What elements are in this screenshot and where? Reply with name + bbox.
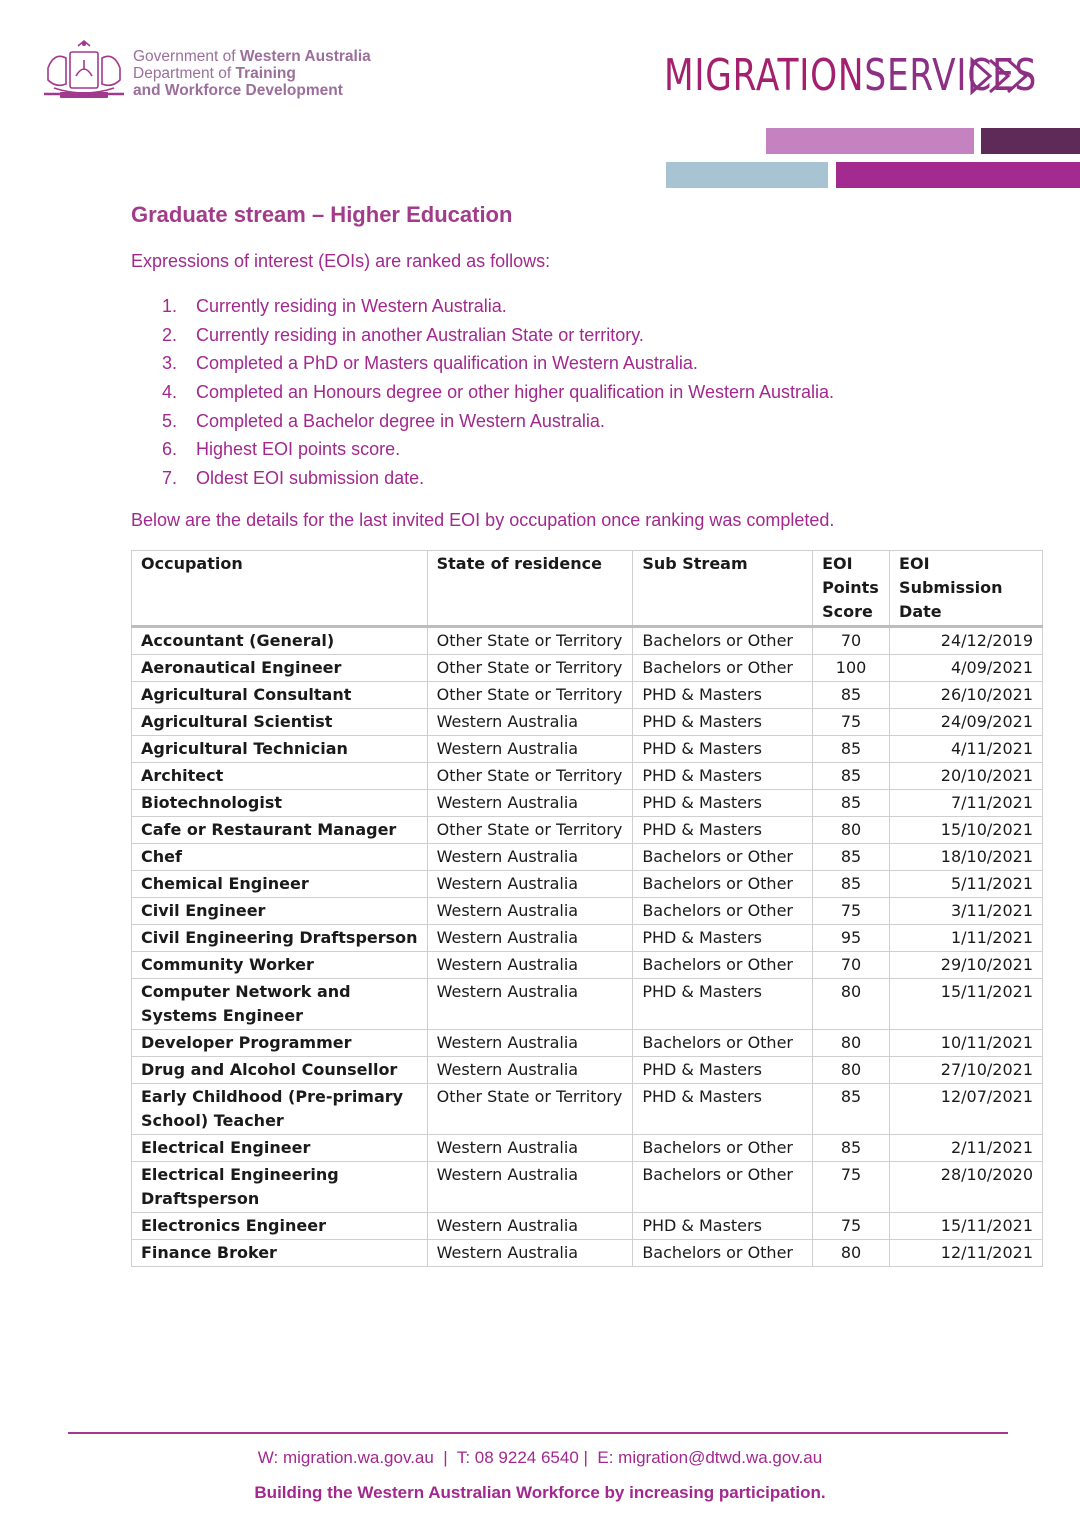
cell-sub-stream: PHD & Masters [633, 1213, 813, 1240]
cell-state: Western Australia [427, 1240, 633, 1267]
government-text [133, 48, 371, 99]
decor-bar-dark-purple [981, 128, 1080, 154]
cell-state: Other State or Territory [427, 655, 633, 682]
gov-line1-b: Western Australia [239, 48, 371, 65]
list-number: 5. [162, 410, 178, 431]
cell-sub-stream: Bachelors or Other [633, 898, 813, 925]
table-row [132, 844, 1043, 871]
cell-submission-date: 15/10/2021 [890, 817, 1043, 844]
cell-state: Western Australia [427, 709, 633, 736]
list-item [162, 292, 834, 321]
gov-line1-a: Government of [133, 48, 240, 65]
cell-points-score: 75 [813, 709, 890, 736]
ranking-criteria-list [162, 292, 834, 493]
gov-line2-b: Training [235, 65, 296, 82]
cell-occupation: Early Childhood (Pre-primary School) Teacher [132, 1084, 428, 1135]
table-row [132, 1057, 1043, 1084]
cell-sub-stream: PHD & Masters [633, 817, 813, 844]
cell-occupation: Electrical Engineering Draftsperson [132, 1162, 428, 1213]
cell-points-score: 85 [813, 1084, 890, 1135]
table-row [132, 736, 1043, 763]
cell-submission-date: 24/09/2021 [890, 709, 1043, 736]
list-number: 7. [162, 468, 178, 489]
list-number: 1. [162, 296, 178, 316]
cell-submission-date: 24/12/2019 [890, 627, 1043, 655]
cell-points-score: 95 [813, 925, 890, 952]
list-item [162, 321, 834, 350]
cell-state: Western Australia [427, 1030, 633, 1057]
cell-occupation: Agricultural Technician [132, 736, 428, 763]
header-sub-stream: Sub Stream [633, 551, 813, 627]
government-logo [40, 38, 400, 108]
cell-state: Western Australia [427, 1057, 633, 1084]
decor-bar-light-purple [766, 128, 974, 154]
cell-sub-stream: Bachelors or Other [633, 1162, 813, 1213]
cell-submission-date: 4/11/2021 [890, 736, 1043, 763]
cell-occupation: Civil Engineering Draftsperson [132, 925, 428, 952]
cell-state: Other State or Territory [427, 817, 633, 844]
cell-points-score: 70 [813, 627, 890, 655]
table-row [132, 1162, 1043, 1213]
cell-occupation: Drug and Alcohol Counsellor [132, 1057, 428, 1084]
list-item [162, 378, 834, 407]
header-submission-date: EOI Submission Date [890, 551, 1043, 627]
table-row [132, 817, 1043, 844]
cell-points-score: 100 [813, 655, 890, 682]
list-text: Completed a Bachelor degree in Western Australia. [196, 410, 605, 431]
table-row [132, 925, 1043, 952]
cell-occupation: Electrical Engineer [132, 1135, 428, 1162]
table-row [132, 1213, 1043, 1240]
cell-occupation: Chef [132, 844, 428, 871]
cell-occupation: Chemical Engineer [132, 871, 428, 898]
cell-submission-date: 28/10/2020 [890, 1162, 1043, 1213]
cell-sub-stream: PHD & Masters [633, 736, 813, 763]
cell-sub-stream: PHD & Masters [633, 979, 813, 1030]
cell-occupation: Accountant (General) [132, 627, 428, 655]
cell-submission-date: 5/11/2021 [890, 871, 1043, 898]
cell-sub-stream: PHD & Masters [633, 709, 813, 736]
cell-occupation: Developer Programmer [132, 1030, 428, 1057]
eoi-table [131, 550, 1043, 1267]
list-text: Currently residing in Western Australia. [196, 296, 507, 316]
cell-submission-date: 29/10/2021 [890, 952, 1043, 979]
header-points-score: EOI Points Score [813, 551, 890, 627]
table-row [132, 952, 1043, 979]
cell-submission-date: 12/07/2021 [890, 1084, 1043, 1135]
cell-sub-stream: Bachelors or Other [633, 952, 813, 979]
list-number: 6. [162, 439, 178, 460]
cell-sub-stream: PHD & Masters [633, 682, 813, 709]
cell-state: Other State or Territory [427, 682, 633, 709]
cell-points-score: 80 [813, 1240, 890, 1267]
list-item [162, 464, 834, 493]
list-text: Oldest EOI submission date. [196, 468, 425, 489]
decor-bar-blue [666, 162, 828, 188]
table-row [132, 655, 1043, 682]
cell-submission-date: 2/11/2021 [890, 1135, 1043, 1162]
table-row [132, 871, 1043, 898]
table-intro-text: Below are the details for the last invited EOI by occupation once ranking was completed. [131, 510, 835, 530]
gov-line2-a: Department of [133, 65, 236, 82]
cell-points-score: 85 [813, 736, 890, 763]
cell-sub-stream: PHD & Masters [633, 763, 813, 790]
cell-occupation: Architect [132, 763, 428, 790]
list-text: Completed an Honours degree or other higher qualification in Western Australia. [196, 382, 835, 403]
table-row [132, 898, 1043, 925]
cell-state: Western Australia [427, 925, 633, 952]
decor-bar-magenta [836, 162, 1080, 188]
table-row [132, 627, 1043, 655]
cell-sub-stream: PHD & Masters [633, 925, 813, 952]
brand-word-migration: MIGRATION [664, 50, 865, 101]
cell-sub-stream: PHD & Masters [633, 1057, 813, 1084]
wa-crest-icon [40, 38, 128, 104]
list-text: Completed a PhD or Masters qualification in Western Australia. [196, 353, 698, 374]
cell-state: Other State or Territory [427, 1084, 633, 1135]
cell-points-score: 80 [813, 1030, 890, 1057]
cell-occupation: Agricultural Scientist [132, 709, 428, 736]
cell-points-score: 70 [813, 952, 890, 979]
cell-state: Western Australia [427, 952, 633, 979]
cell-submission-date: 18/10/2021 [890, 844, 1043, 871]
cell-submission-date: 7/11/2021 [890, 790, 1043, 817]
list-text: Highest EOI points score. [196, 439, 401, 460]
cell-submission-date: 15/11/2021 [890, 1213, 1043, 1240]
cell-sub-stream: Bachelors or Other [633, 844, 813, 871]
cell-sub-stream: Bachelors or Other [633, 871, 813, 898]
cell-points-score: 85 [813, 844, 890, 871]
page-title: Graduate stream – Higher Education [131, 202, 513, 227]
cell-points-score: 85 [813, 763, 890, 790]
cell-submission-date: 15/11/2021 [890, 979, 1043, 1030]
cell-occupation: Aeronautical Engineer [132, 655, 428, 682]
cell-state: Other State or Territory [427, 763, 633, 790]
cell-submission-date: 20/10/2021 [890, 763, 1043, 790]
cell-occupation: Computer Network and Systems Engineer [132, 979, 428, 1030]
cell-sub-stream: PHD & Masters [633, 1084, 813, 1135]
cell-sub-stream: Bachelors or Other [633, 627, 813, 655]
cell-occupation: Civil Engineer [132, 898, 428, 925]
header-state: State of residence [427, 551, 633, 627]
cell-state: Other State or Territory [427, 627, 633, 655]
table-row [132, 1240, 1043, 1267]
cell-sub-stream: Bachelors or Other [633, 1030, 813, 1057]
cell-occupation: Community Worker [132, 952, 428, 979]
cell-submission-date: 27/10/2021 [890, 1057, 1043, 1084]
list-item [162, 349, 834, 378]
cell-sub-stream: Bachelors or Other [633, 655, 813, 682]
cell-state: Western Australia [427, 790, 633, 817]
list-number: 4. [162, 382, 178, 403]
cell-state: Western Australia [427, 979, 633, 1030]
cell-occupation: Cafe or Restaurant Manager [132, 817, 428, 844]
cell-state: Western Australia [427, 1162, 633, 1213]
cell-points-score: 85 [813, 790, 890, 817]
cell-sub-stream: Bachelors or Other [633, 1240, 813, 1267]
table-header-row [132, 551, 1043, 627]
cell-points-score: 75 [813, 1213, 890, 1240]
cell-state: Western Australia [427, 844, 633, 871]
table-row [132, 682, 1043, 709]
cell-occupation: Electronics Engineer [132, 1213, 428, 1240]
footer-divider [68, 1432, 1008, 1434]
cell-occupation: Finance Broker [132, 1240, 428, 1267]
gov-line3: and Workforce Development [133, 82, 343, 99]
cell-points-score: 75 [813, 898, 890, 925]
intro-text: Expressions of interest (EOIs) are ranked as follows: [131, 251, 551, 271]
list-text: Currently residing in another Australian State or territory. [196, 324, 644, 345]
cell-submission-date: 1/11/2021 [890, 925, 1043, 952]
cell-sub-stream: Bachelors or Other [633, 1135, 813, 1162]
header-occupation: Occupation [132, 551, 428, 627]
cell-state: Western Australia [427, 871, 633, 898]
list-number: 3. [162, 353, 178, 374]
table-body [132, 627, 1043, 1267]
table-row [132, 1030, 1043, 1057]
cell-occupation: Agricultural Consultant [132, 682, 428, 709]
cell-points-score: 85 [813, 682, 890, 709]
footer-contact: W: migration.wa.gov.au | T: 08 9224 6540 | E: migration@dtwd.wa.gov.au [257, 1448, 823, 1467]
list-item [162, 435, 834, 464]
table-row [132, 709, 1043, 736]
cell-state: Western Australia [427, 898, 633, 925]
cell-points-score: 85 [813, 1135, 890, 1162]
cell-state: Western Australia [427, 736, 633, 763]
migration-services-logo [664, 50, 1044, 102]
table-row [132, 979, 1043, 1030]
cell-points-score: 75 [813, 1162, 890, 1213]
cell-points-score: 85 [813, 871, 890, 898]
table-row [132, 1084, 1043, 1135]
table-row [132, 763, 1043, 790]
cell-submission-date: 10/11/2021 [890, 1030, 1043, 1057]
list-number: 2. [162, 324, 178, 345]
list-item [162, 407, 834, 436]
cell-submission-date: 12/11/2021 [890, 1240, 1043, 1267]
cell-state: Western Australia [427, 1135, 633, 1162]
cell-points-score: 80 [813, 817, 890, 844]
cell-occupation: Biotechnologist [132, 790, 428, 817]
table-row [132, 790, 1043, 817]
cell-submission-date: 4/09/2021 [890, 655, 1043, 682]
cell-submission-date: 3/11/2021 [890, 898, 1043, 925]
chevron-arrows-icon [968, 56, 1040, 96]
cell-state: Western Australia [427, 1213, 633, 1240]
cell-points-score: 80 [813, 979, 890, 1030]
brand-word-services: SERVICES [864, 50, 1038, 101]
table-row [132, 1135, 1043, 1162]
cell-submission-date: 26/10/2021 [890, 682, 1043, 709]
cell-sub-stream: PHD & Masters [633, 790, 813, 817]
cell-points-score: 80 [813, 1057, 890, 1084]
footer-tagline: Building the Western Australian Workforce by increasing participation. [254, 1483, 826, 1502]
